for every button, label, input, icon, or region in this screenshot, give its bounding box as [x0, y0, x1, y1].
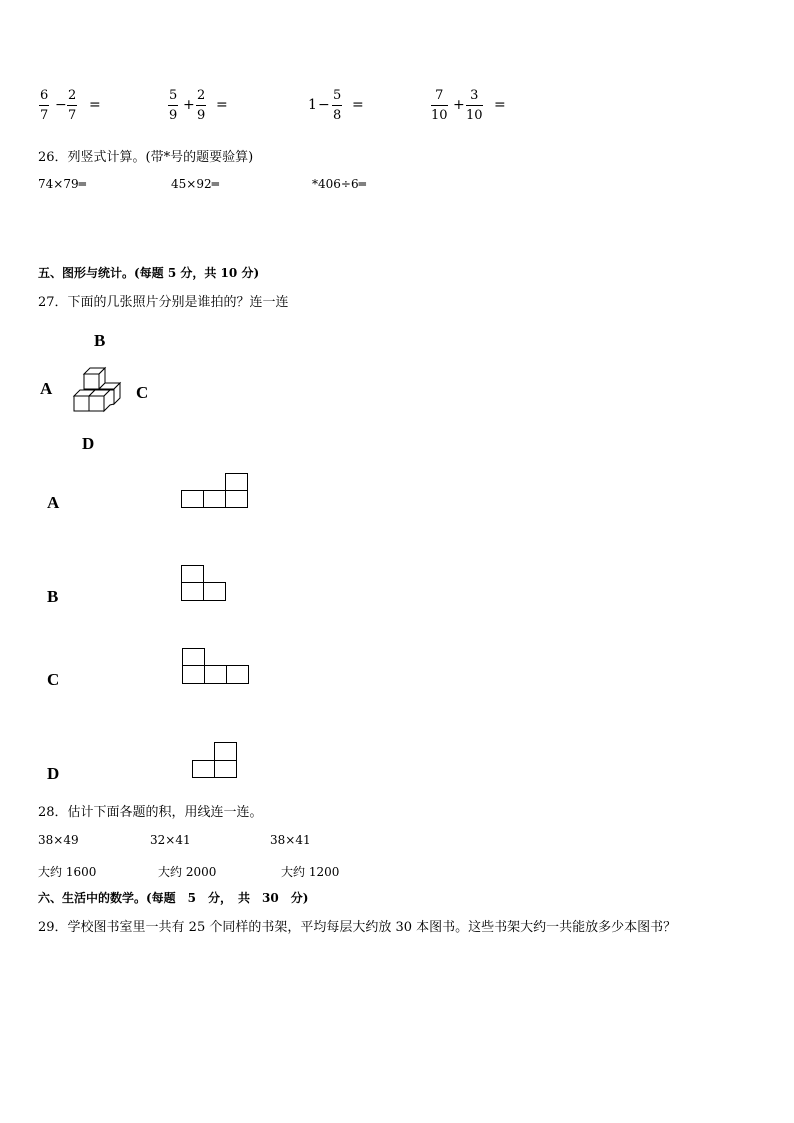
- view-b-shape: [180, 564, 228, 604]
- fraction: 6 7: [40, 88, 49, 123]
- cube-face: [89, 396, 104, 411]
- cube-arrangement: [72, 366, 122, 420]
- product-expr: 38×41: [270, 833, 311, 847]
- view-label: C: [47, 670, 60, 689]
- direction-label-right: C: [136, 383, 149, 402]
- view-label: A: [47, 493, 60, 512]
- direction-label-left: A: [40, 379, 53, 398]
- direction-label-bottom: D: [82, 434, 95, 453]
- view-label: B: [47, 587, 59, 606]
- direction-label-top: B: [94, 331, 106, 350]
- fraction: 2 7: [68, 88, 77, 123]
- calc-item: *406÷6═: [312, 177, 366, 191]
- equals-sign: =: [216, 97, 228, 113]
- estimate-option: 大约 2000: [158, 865, 217, 879]
- question-27-title: 27．下面的几张照片分别是谁拍的？连一连: [38, 295, 289, 310]
- whole-number: 1: [308, 97, 317, 113]
- question-29-text: 29．学校图书室里一共有 25 个同样的书架，平均每层大约放 30 本图书。这些书架大约一共能放多少本图书？: [38, 920, 677, 935]
- operator: −: [55, 97, 67, 113]
- equals-sign: =: [89, 97, 101, 113]
- estimate-option: 大约 1600: [38, 865, 97, 879]
- operator: +: [183, 97, 195, 113]
- estimate-option: 大约 1200: [281, 865, 340, 879]
- product-expr: 38×49: [38, 833, 79, 847]
- product-expr: 32×41: [150, 833, 191, 847]
- cube-face: [84, 374, 99, 389]
- equals-sign: =: [494, 97, 506, 113]
- fraction: 5 8: [333, 88, 342, 123]
- question-26-title: 26．列竖式计算。(带*号的题要验算): [38, 150, 254, 165]
- question-28-title: 28．估计下面各题的积，用线连一连。: [38, 805, 263, 820]
- view-a-shape: [180, 472, 250, 510]
- fraction: 2 9: [197, 88, 206, 123]
- equals-sign: =: [352, 97, 364, 113]
- fraction: 5 9: [169, 88, 178, 123]
- fraction: 7 10: [431, 88, 448, 123]
- operator: −: [318, 97, 330, 113]
- section-5-title: 五、图形与统计。(每题 5 分，共 10 分): [38, 266, 260, 280]
- cube-face: [74, 396, 89, 411]
- view-c-shape: [181, 647, 251, 687]
- fraction: 3 10: [466, 88, 483, 123]
- section-6-title: 六、生活中的数学。(每题 5 分， 共 30 分): [38, 891, 309, 905]
- calc-item: 45×92═: [171, 177, 219, 191]
- view-label: D: [47, 764, 60, 783]
- view-d-shape: [191, 741, 239, 781]
- operator: +: [453, 97, 465, 113]
- calc-item: 74×79═: [38, 177, 86, 191]
